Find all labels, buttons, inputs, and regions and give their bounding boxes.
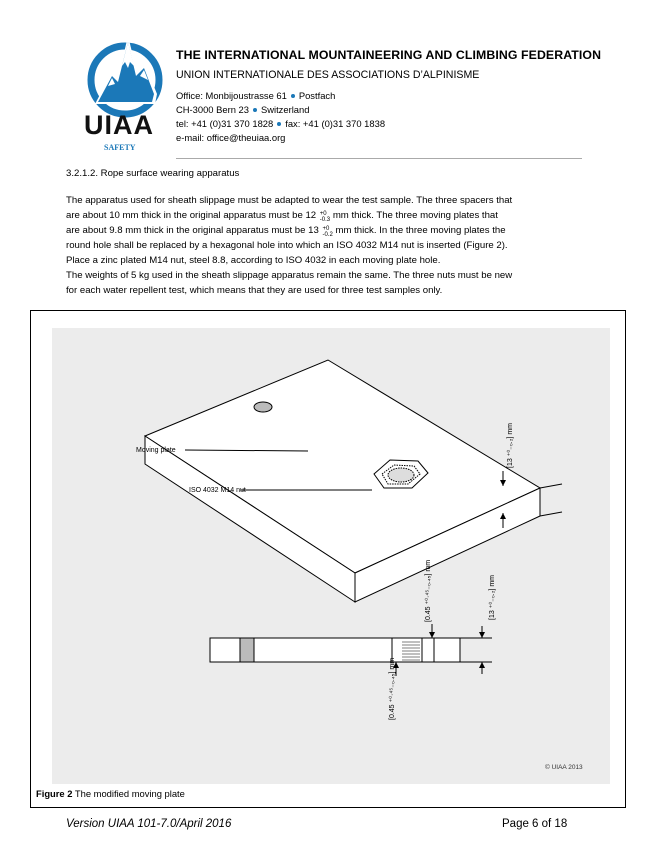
header-divider bbox=[176, 158, 582, 159]
dim-lower-gap: [0.45 ⁺⁰·⁴⁵₋₀.₄₅] mm bbox=[389, 657, 396, 720]
country: Switzerland bbox=[260, 104, 310, 115]
side-round-hole bbox=[240, 638, 254, 662]
office-post: Postfach bbox=[298, 90, 336, 101]
p1-line-3 bbox=[66, 223, 596, 238]
office-address bbox=[176, 90, 335, 101]
tolerance-13: +0 -0.2 bbox=[322, 226, 333, 238]
office-phone bbox=[176, 118, 385, 129]
p1-line-3-a: are about 9.8 mm thick in the original apparatus must be 13 bbox=[66, 225, 319, 236]
nut-bore bbox=[388, 468, 414, 482]
paragraph-1 bbox=[66, 193, 596, 298]
fax: fax: +41 (0)31 370 1838 bbox=[285, 118, 386, 129]
p1-line-3-b: mm thick. In the three moving plates the bbox=[335, 225, 506, 236]
office-street: Office: Monbijoustrasse 61 bbox=[176, 90, 287, 101]
city: CH-3000 Bern 23 bbox=[176, 104, 249, 115]
p2-line-2: for each water repellent test, which means that they are used for three test samples only. bbox=[66, 285, 443, 296]
section-heading: 3.2.1.2. Rope surface wearing apparatus bbox=[66, 168, 240, 179]
p1-line-2 bbox=[66, 208, 596, 223]
dim-thickness: [13 ⁺⁰₋₀.₂] mm bbox=[507, 423, 514, 468]
figure-caption bbox=[36, 788, 185, 799]
bullet-icon bbox=[253, 108, 257, 112]
p2-line-1: The weights of 5 kg used in the sheath slippage apparatus remain the same. The three nuts must be new bbox=[66, 270, 513, 281]
tel: tel: +41 (0)31 370 1828 bbox=[176, 118, 274, 129]
uiaa-logo bbox=[82, 32, 172, 152]
dim-upper-gap: [0.45 ⁺⁰·⁴⁵₋₀.₄₅] mm bbox=[425, 559, 432, 622]
bullet-icon bbox=[277, 122, 281, 126]
footer-page-number: Page 6 of 18 bbox=[502, 818, 568, 830]
figure-copyright: © UIAA 2013 bbox=[545, 764, 583, 771]
label-moving-plate: Moving plate bbox=[136, 447, 176, 454]
caption-label: Figure 2 bbox=[36, 788, 73, 799]
figure-panel bbox=[52, 328, 610, 784]
org-title: THE INTERNATIONAL MOUNTAINEERING AND CLIMBING FEDERATION bbox=[176, 48, 602, 62]
footer-version: Version UIAA 101-7.0/April 2016 bbox=[66, 818, 232, 830]
side-nut-hatch bbox=[402, 642, 420, 660]
p1-line-1: The apparatus used for sheath slippage must be adapted to wear the test sample. The three spacers that bbox=[66, 195, 513, 206]
office-email[interactable]: e-mail: office@theuiaa.org bbox=[176, 132, 286, 143]
p1-line-2-a: are about 10 mm thick in the original apparatus must be 12 bbox=[66, 210, 317, 221]
logo-text: UIAA bbox=[84, 110, 154, 140]
org-subtitle: UNION INTERNATIONALE DES ASSOCIATIONS D’ALPINISME bbox=[176, 69, 480, 81]
caption-text: The modified moving plate bbox=[72, 788, 185, 799]
p1-line-4: round hole shall be replaced by a hexagonal hole into which an ISO 4032 M14 nut is inserted (Figure 2). bbox=[66, 240, 508, 251]
tolerance-12: +0 -0.3 bbox=[319, 211, 331, 223]
label-nut: ISO 4032 M14 nut bbox=[189, 487, 246, 494]
round-hole bbox=[254, 402, 272, 412]
logo-safety-tag: SAFETY bbox=[104, 143, 136, 152]
p1-line-2-b: mm thick. The three moving plates that bbox=[332, 210, 498, 221]
dim-side-thickness: [13 ⁺⁰₋₀.₂] mm bbox=[489, 575, 496, 620]
p1-line-5: Place a zinc plated M14 nut, steel 8.8, according to ISO 4032 in each moving plate hole. bbox=[66, 255, 441, 266]
moving-plate-drawing bbox=[52, 328, 610, 784]
bullet-icon bbox=[291, 94, 295, 98]
office-city bbox=[176, 104, 309, 115]
